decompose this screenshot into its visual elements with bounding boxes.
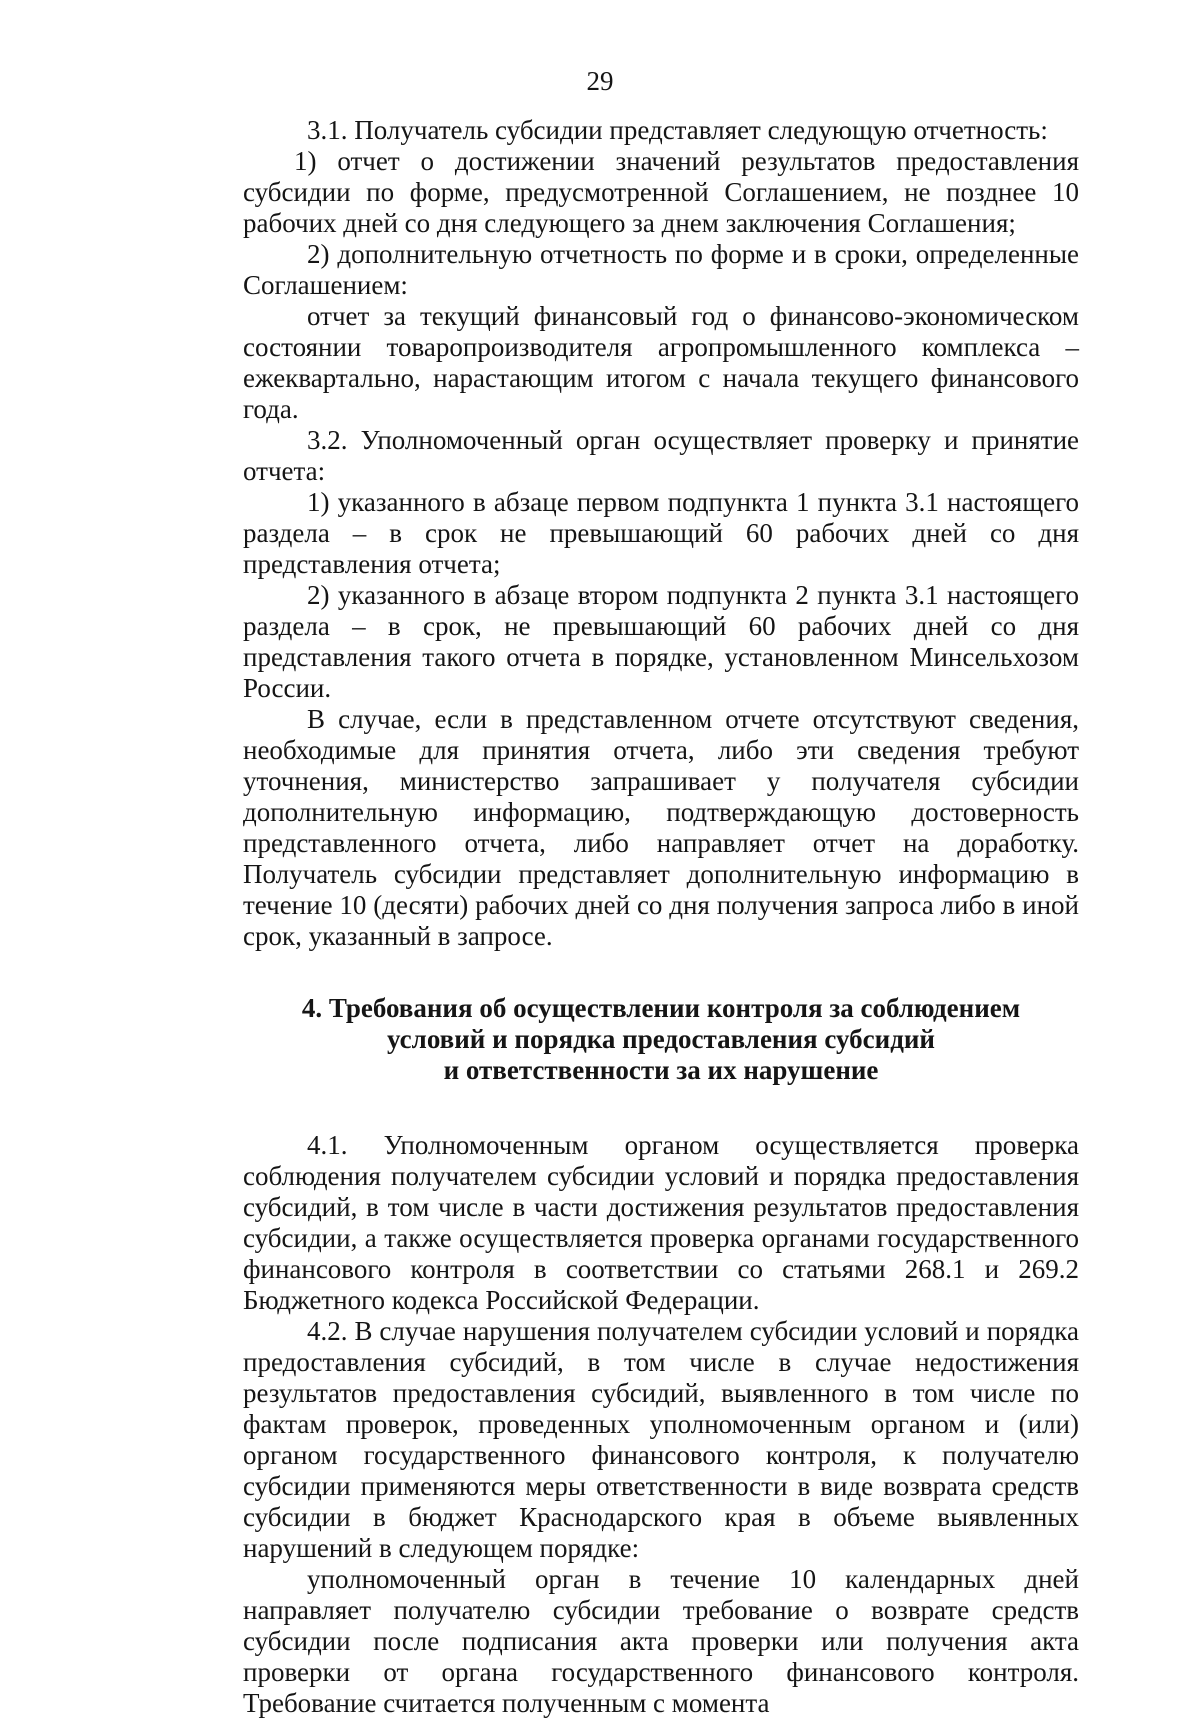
page-number: 29 xyxy=(586,66,614,96)
section-4-heading-line-2: условий и порядка предоставления субсидий xyxy=(387,1024,935,1054)
paragraph-3-1: 3.1. Получатель субсидии представляет следующую отчетность: xyxy=(307,115,1048,145)
paragraph-missing-info: В случае, если в представленном отчете отсутствуют сведения, необходимые для принятия отчета, либо эти сведения требуют уточнения, министерство запрашивает у получателя субсидии дополнительную информацию, подтверждающую достоверность представленного отчета, либо направляет отчет на доработку. Получатель субсидии представляет дополнительную информацию в течение 10 (десяти) рабочих дней со дня получения запроса либо в иной срок, указанный в запросе. xyxy=(243,704,1079,951)
paragraph-3-1-item-2: 2) дополнительную отчетность по форме и в сроки, определенные Соглашением: xyxy=(243,239,1079,300)
paragraph-3-1-report: отчет за текущий финансовый год о финансово-экономическом состоянии товаропроизводителя агропромышленного комплекса – ежеквартально, нарастающим итогом с начала текущего финансового года. xyxy=(243,301,1079,424)
section-4-heading-line-3: и ответственности за их нарушение xyxy=(443,1055,879,1085)
section-4-heading-line-1: 4. Требования об осуществлении контроля за соблюдением xyxy=(301,993,1021,1023)
section-4-heading xyxy=(243,993,1079,1086)
paragraph-3-2-item-2: 2) указанного в абзаце втором подпункта 2 пункта 3.1 настоящего раздела – в срок, не превышающий 60 рабочих дней со дня представления такого отчета в порядке, установленном Минсельхозом России. xyxy=(243,580,1079,703)
paragraph-4-2: 4.2. В случае нарушения получателем субсидии условий и порядка предоставления субсидий, в том числе в случае недостижения результатов предоставления субсидий, выявленного в том числе по фактам проверок, проведенных уполномоченным органом и (или) органом государственного финансового контроля, к получателю субсидии применяются меры ответственности в виде возврата средств субсидии в бюджет Краснодарского края в объеме выявленных нарушений в следующем порядке: xyxy=(243,1316,1079,1563)
paragraph-return-procedure: уполномоченный орган в течение 10 календарных дней направляет получателю субсидии требование о возврате средств субсидии после подписания акта проверки или получения акта проверки от органа государственного финансового контроля. Требование считается полученным с момента xyxy=(243,1564,1079,1718)
paragraph-3-2-item-1: 1) указанного в абзаце первом подпункта 1 пункта 3.1 настоящего раздела – в срок не превышающий 60 рабочих дней со дня представления отчета; xyxy=(243,487,1079,579)
paragraph-3-1-item-1: 1) отчет о достижении значений результатов предоставления субсидии по форме, предусмотренной Соглашением, не позднее 10 рабочих дней со дня следующего за днем заключения Соглашения; xyxy=(243,146,1079,238)
paragraph-3-2: 3.2. Уполномоченный орган осуществляет проверку и принятие отчета: xyxy=(243,425,1079,486)
paragraph-4-1: 4.1. Уполномоченным органом осуществляется проверка соблюдения получателем субсидии условий и порядка предоставления субсидий, в том числе в части достижения результатов предоставления субсидии, а также осуществляется проверка органами государственного финансового контроля в соответствии со статьями 268.1 и 269.2 Бюджетного кодекса Российской Федерации. xyxy=(243,1130,1079,1315)
document-body xyxy=(243,115,1079,1719)
